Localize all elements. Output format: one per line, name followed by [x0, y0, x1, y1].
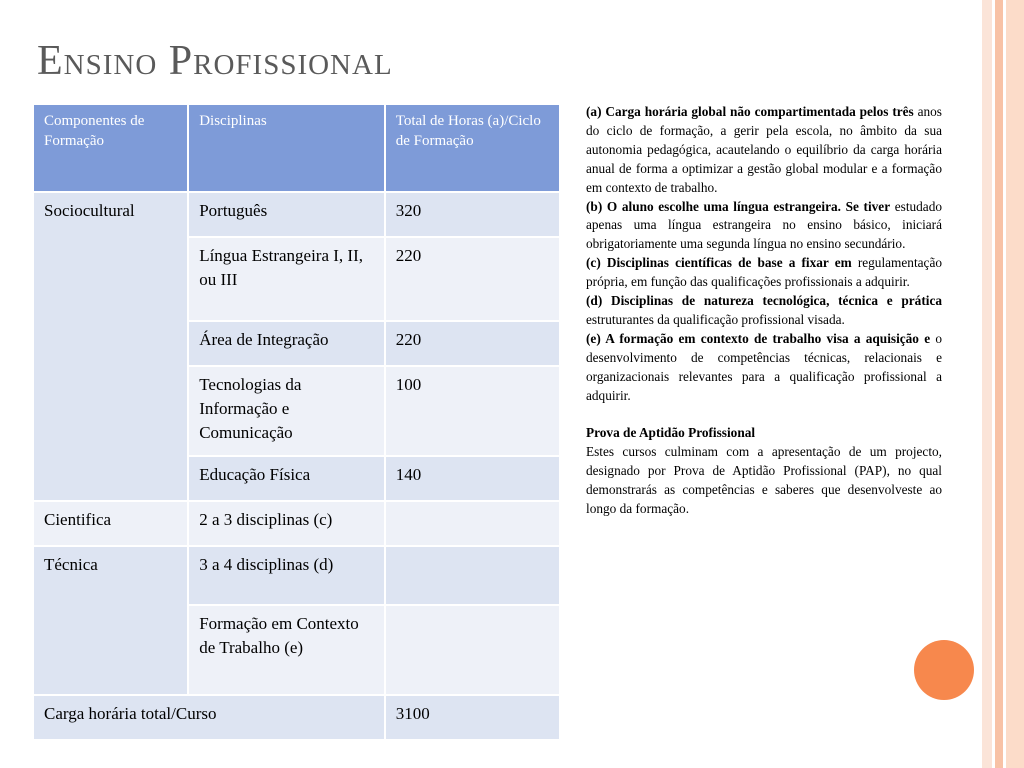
- hours-cell: [385, 605, 560, 695]
- discipline-cell: Tecnologias da Informação e Comunicação: [188, 366, 385, 456]
- discipline-cell: Educação Física: [188, 456, 385, 501]
- course-structure-table: [32, 103, 561, 741]
- component-tecnica: Técnica: [33, 546, 188, 695]
- component-cientifica: Cientifica: [33, 501, 188, 546]
- component-sociocultural: Sociocultural: [33, 192, 188, 501]
- discipline-cell: Área de Integração: [188, 321, 385, 366]
- decorative-orange-circle: [914, 640, 974, 700]
- header-disciplinas: Disciplinas: [188, 104, 385, 192]
- note-a-bold: (a) Carga horária global não compartimentada pelos três: [586, 104, 914, 119]
- table-header-row: [33, 104, 560, 192]
- note-c: [586, 254, 942, 292]
- footnotes-panel: [586, 103, 942, 519]
- note-b-text: estudado apenas uma língua estrangeira no ensino básico, iniciará obrigatoriamente uma segunda língua no ensino secundário.: [586, 198, 943, 252]
- pap-text: Estes cursos culminam com a apresentação de um projecto, designado por Prova de Aptidão Profissional (PAP), no qual demonstrarás as competências e saberes que desenvolveste ao longo da formação.: [586, 444, 942, 517]
- hours-cell: 100: [385, 366, 560, 456]
- discipline-cell: 2 a 3 disciplinas (c): [188, 501, 385, 546]
- note-d-bold: (d) Disciplinas de natureza tecnológica, técnica e prática: [586, 293, 942, 309]
- table-total-row: [33, 695, 560, 740]
- note-d-text: estruturantes da qualificação profissional visada.: [586, 311, 845, 327]
- hours-cell: 140: [385, 456, 560, 501]
- discipline-cell: 3 a 4 disciplinas (d): [188, 546, 385, 605]
- hours-cell: [385, 501, 560, 546]
- note-e: [586, 330, 942, 406]
- note-e-text: o desenvolvimento de competências técnicas, relacionais e organizacionais relevantes para a qualificação profissional a adquirir.: [586, 330, 942, 403]
- note-c-text: regulamentação própria, em função das qualificações profissionais a adquirir.: [586, 255, 942, 290]
- discipline-cell: Língua Estrangeira I, II, ou III: [188, 237, 385, 321]
- decorative-side-stripes: [982, 0, 1024, 768]
- header-total-horas: Total de Horas (a)/Ciclo de Formação: [385, 104, 560, 192]
- hours-cell: 220: [385, 321, 560, 366]
- note-b: [586, 198, 942, 255]
- total-label: Carga horária total/Curso: [33, 695, 385, 740]
- table-row: [33, 501, 560, 546]
- pap-title-text: Prova de Aptidão Profissional: [586, 425, 756, 441]
- discipline-cell: Formação em Contexto de Trabalho (e): [188, 605, 385, 695]
- note-d: [586, 292, 942, 330]
- total-hours: 3100: [385, 695, 560, 740]
- pap-title: [586, 424, 942, 443]
- discipline-cell: Português: [188, 192, 385, 237]
- table-row: [33, 546, 560, 605]
- table-row: [33, 192, 560, 237]
- slide-title: Ensino Profissional: [37, 38, 393, 84]
- hours-cell: 220: [385, 237, 560, 321]
- note-e-bold: (e) A formação em contexto de trabalho visa a aquisição e: [586, 330, 931, 346]
- note-a-text: anos do ciclo de formação, a gerir pela escola, no âmbito da sua autonomia pedagógica, acautelando o equilíbrio da carga horária anual de forma a optimizar a gestão global modular e a formação em contexto de trabalho.: [586, 104, 942, 195]
- note-a: [586, 103, 942, 198]
- hours-cell: [385, 546, 560, 605]
- hours-cell: 320: [385, 192, 560, 237]
- note-c-bold: (c) Disciplinas científicas de base a fixar em: [586, 255, 852, 271]
- header-componentes: Componentes de Formação: [33, 104, 188, 192]
- note-b-bold: (b) O aluno escolhe uma língua estrangeira. Se tiver: [586, 198, 891, 214]
